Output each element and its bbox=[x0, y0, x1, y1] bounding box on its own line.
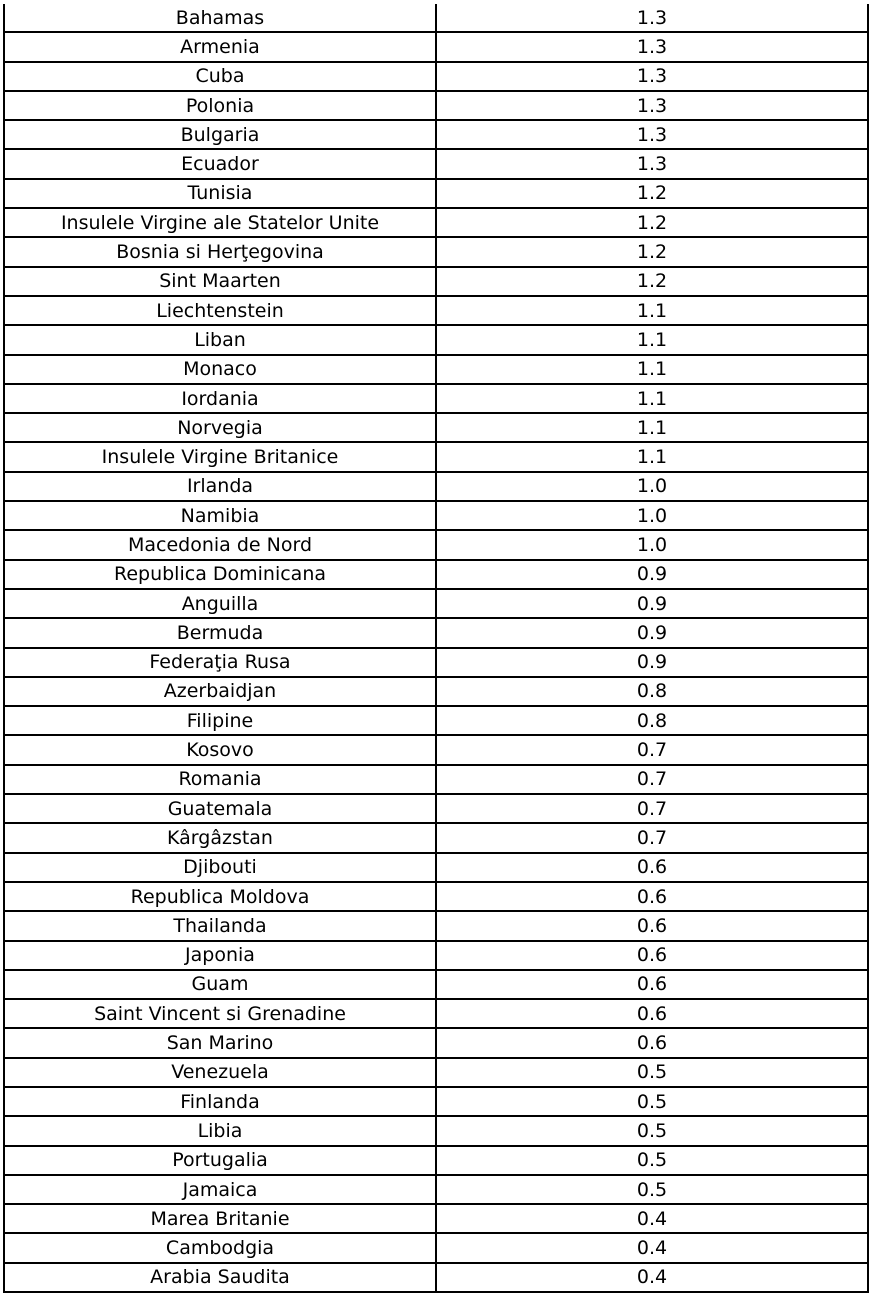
value-cell: 1.1 bbox=[436, 442, 868, 471]
value-cell: 0.6 bbox=[436, 999, 868, 1028]
value-cell: 1.1 bbox=[436, 325, 868, 354]
table-row bbox=[4, 1087, 868, 1116]
value-cell: 0.4 bbox=[436, 1204, 868, 1233]
table-row bbox=[4, 355, 868, 384]
country-cell: Liechtenstein bbox=[4, 296, 436, 325]
value-cell: 1.1 bbox=[436, 355, 868, 384]
table-row bbox=[4, 882, 868, 911]
country-cell: Portugalia bbox=[4, 1146, 436, 1175]
table-row bbox=[4, 1058, 868, 1087]
country-cell: Venezuela bbox=[4, 1058, 436, 1087]
table-row bbox=[4, 648, 868, 677]
table-row bbox=[4, 237, 868, 266]
value-cell: 0.9 bbox=[436, 618, 868, 647]
country-cell: Thailanda bbox=[4, 911, 436, 940]
country-cell: Monaco bbox=[4, 355, 436, 384]
table-row bbox=[4, 735, 868, 764]
table-row bbox=[4, 794, 868, 823]
country-cell: Federaţia Rusa bbox=[4, 648, 436, 677]
country-cell: Norvegia bbox=[4, 413, 436, 442]
country-cell: Bulgaria bbox=[4, 120, 436, 149]
country-value-table-container bbox=[3, 4, 867, 1293]
country-cell: Liban bbox=[4, 325, 436, 354]
table-row bbox=[4, 1263, 868, 1292]
country-cell: Polonia bbox=[4, 91, 436, 120]
table-row bbox=[4, 62, 868, 91]
table-row bbox=[4, 706, 868, 735]
country-cell: Armenia bbox=[4, 32, 436, 61]
country-cell: Kosovo bbox=[4, 735, 436, 764]
table-row bbox=[4, 765, 868, 794]
value-cell: 0.6 bbox=[436, 882, 868, 911]
country-cell: San Marino bbox=[4, 1028, 436, 1057]
table-body bbox=[4, 4, 868, 1292]
value-cell: 0.5 bbox=[436, 1146, 868, 1175]
value-cell: 0.7 bbox=[436, 735, 868, 764]
country-cell: Irlanda bbox=[4, 472, 436, 501]
value-cell: 0.6 bbox=[436, 853, 868, 882]
value-cell: 1.3 bbox=[436, 32, 868, 61]
value-cell: 0.4 bbox=[436, 1233, 868, 1262]
country-cell: Arabia Saudita bbox=[4, 1263, 436, 1292]
value-cell: 0.7 bbox=[436, 823, 868, 852]
value-cell: 0.7 bbox=[436, 765, 868, 794]
country-cell: Libia bbox=[4, 1116, 436, 1145]
country-cell: Kârgâzstan bbox=[4, 823, 436, 852]
table-row bbox=[4, 267, 868, 296]
value-cell: 1.0 bbox=[436, 472, 868, 501]
country-cell: Insulele Virgine ale Statelor Unite bbox=[4, 208, 436, 237]
table-row bbox=[4, 1146, 868, 1175]
value-cell: 0.6 bbox=[436, 970, 868, 999]
country-cell: Republica Dominicana bbox=[4, 560, 436, 589]
value-cell: 0.5 bbox=[436, 1116, 868, 1145]
value-cell: 0.4 bbox=[436, 1263, 868, 1292]
table-row bbox=[4, 999, 868, 1028]
country-cell: Macedonia de Nord bbox=[4, 530, 436, 559]
value-cell: 1.0 bbox=[436, 501, 868, 530]
table-row bbox=[4, 120, 868, 149]
table-row bbox=[4, 413, 868, 442]
table-row bbox=[4, 296, 868, 325]
value-cell: 1.1 bbox=[436, 384, 868, 413]
value-cell: 1.3 bbox=[436, 4, 868, 32]
table-row bbox=[4, 179, 868, 208]
country-cell: Finlanda bbox=[4, 1087, 436, 1116]
country-cell: Bosnia si Herţegovina bbox=[4, 237, 436, 266]
value-cell: 1.2 bbox=[436, 237, 868, 266]
value-cell: 0.8 bbox=[436, 706, 868, 735]
table-row bbox=[4, 325, 868, 354]
value-cell: 1.3 bbox=[436, 62, 868, 91]
value-cell: 0.9 bbox=[436, 648, 868, 677]
table-row bbox=[4, 91, 868, 120]
value-cell: 1.3 bbox=[436, 91, 868, 120]
table-row bbox=[4, 677, 868, 706]
value-cell: 0.9 bbox=[436, 560, 868, 589]
table-row bbox=[4, 1233, 868, 1262]
table-row bbox=[4, 442, 868, 471]
table-row bbox=[4, 1175, 868, 1204]
table-row bbox=[4, 149, 868, 178]
country-cell: Insulele Virgine Britanice bbox=[4, 442, 436, 471]
value-cell: 0.7 bbox=[436, 794, 868, 823]
table-row bbox=[4, 501, 868, 530]
table-row bbox=[4, 32, 868, 61]
country-cell: Ecuador bbox=[4, 149, 436, 178]
table-row bbox=[4, 911, 868, 940]
value-cell: 1.0 bbox=[436, 530, 868, 559]
table-row bbox=[4, 384, 868, 413]
table-row bbox=[4, 970, 868, 999]
value-cell: 0.9 bbox=[436, 589, 868, 618]
country-value-table bbox=[3, 4, 869, 1293]
table-row bbox=[4, 618, 868, 647]
value-cell: 0.6 bbox=[436, 1028, 868, 1057]
country-cell: Romania bbox=[4, 765, 436, 794]
value-cell: 0.5 bbox=[436, 1175, 868, 1204]
value-cell: 1.1 bbox=[436, 413, 868, 442]
table-row bbox=[4, 4, 868, 32]
country-cell: Jamaica bbox=[4, 1175, 436, 1204]
country-cell: Bermuda bbox=[4, 618, 436, 647]
country-cell: Filipine bbox=[4, 706, 436, 735]
table-row bbox=[4, 941, 868, 970]
value-cell: 1.2 bbox=[436, 179, 868, 208]
value-cell: 0.5 bbox=[436, 1058, 868, 1087]
table-row bbox=[4, 472, 868, 501]
country-cell: Djibouti bbox=[4, 853, 436, 882]
country-cell: Japonia bbox=[4, 941, 436, 970]
country-cell: Saint Vincent si Grenadine bbox=[4, 999, 436, 1028]
table-row bbox=[4, 853, 868, 882]
country-cell: Marea Britanie bbox=[4, 1204, 436, 1233]
value-cell: 1.3 bbox=[436, 120, 868, 149]
country-cell: Cambodgia bbox=[4, 1233, 436, 1262]
value-cell: 0.8 bbox=[436, 677, 868, 706]
table-row bbox=[4, 1116, 868, 1145]
country-cell: Sint Maarten bbox=[4, 267, 436, 296]
country-cell: Iordania bbox=[4, 384, 436, 413]
table-row bbox=[4, 589, 868, 618]
country-cell: Guatemala bbox=[4, 794, 436, 823]
value-cell: 1.2 bbox=[436, 208, 868, 237]
country-cell: Bahamas bbox=[4, 4, 436, 32]
country-cell: Namibia bbox=[4, 501, 436, 530]
table-row bbox=[4, 1028, 868, 1057]
country-cell: Guam bbox=[4, 970, 436, 999]
value-cell: 1.2 bbox=[436, 267, 868, 296]
value-cell: 0.5 bbox=[436, 1087, 868, 1116]
table-row bbox=[4, 530, 868, 559]
value-cell: 1.1 bbox=[436, 296, 868, 325]
table-row bbox=[4, 560, 868, 589]
country-cell: Anguilla bbox=[4, 589, 436, 618]
value-cell: 0.6 bbox=[436, 911, 868, 940]
table-row bbox=[4, 823, 868, 852]
table-row bbox=[4, 1204, 868, 1233]
country-cell: Republica Moldova bbox=[4, 882, 436, 911]
country-cell: Tunisia bbox=[4, 179, 436, 208]
value-cell: 0.6 bbox=[436, 941, 868, 970]
country-cell: Cuba bbox=[4, 62, 436, 91]
value-cell: 1.3 bbox=[436, 149, 868, 178]
table-row bbox=[4, 208, 868, 237]
country-cell: Azerbaidjan bbox=[4, 677, 436, 706]
